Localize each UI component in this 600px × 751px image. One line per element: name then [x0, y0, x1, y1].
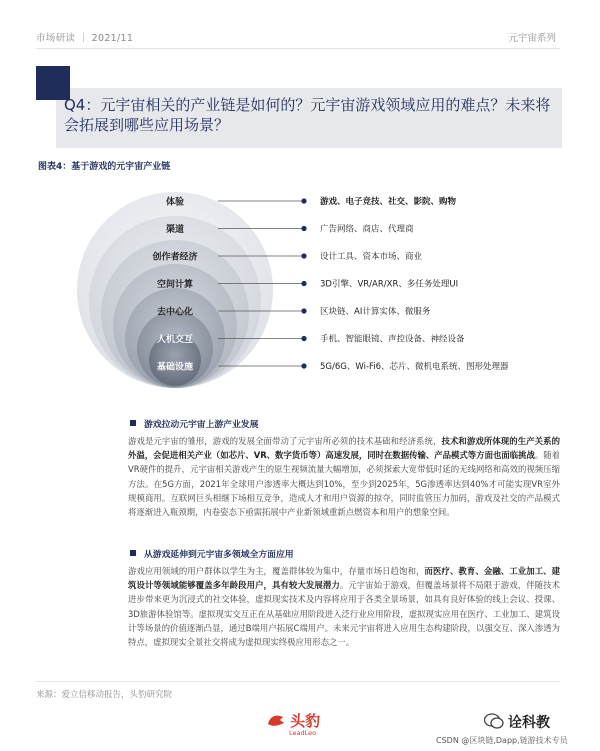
section2-heading: 从游戏延伸到元宇宙多领域全方面应用: [130, 547, 294, 560]
leadleo-logo: [267, 710, 320, 737]
logo-subtitle: LeadLeo: [289, 729, 317, 737]
layer-desc-6: 5G/6G、Wi-Fi6、芯片、微机电系统、图形处理器: [320, 362, 509, 372]
layer-desc-4: 区块链、AI计算实体、微服务: [320, 307, 431, 317]
section2-paragraph: 游戏应用领域的用户群体以学生为主，覆盖群体较为集中，存量市场日趋饱和，而医疗、教育、金融、工业加工、建筑设计等领域能够覆盖多年龄段用户，具有较大发展潜力。元宇宙始于游戏，但覆盖场景将不局限于游戏，伴随技术进步带来更为沉浸式的社交体验，虚拟现实技术及内容将应用于各类全景场景，如具有良好体验的线上会议、授课、3D旅游体验馆等。虚拟现实交互正在从基础应用阶段进入泛行业应用阶段，虚拟现实应用在医疗、工业加工、建筑设计等场景的价值逐渐凸显，通过B端用户拓展C端用户。未来元宇宙将进入应用生态构建阶段，以强交互、深入渗透为特点，虚拟现实全景社交将成为虚拟现实终极应用形态之一。: [128, 566, 561, 648]
footer-divider: [36, 681, 560, 682]
logo-name: 头豹: [290, 712, 321, 730]
layer-label-0: 体验: [165, 197, 185, 208]
header-divider: [36, 48, 560, 49]
layer-dot-3: [301, 281, 306, 286]
watermark-account: 诠科教: [508, 715, 550, 731]
layer-desc-2: 设计工具、资本市场、商业: [320, 252, 423, 262]
layer-label-4: 去中心化: [156, 307, 194, 318]
header-breadcrumb: 市场研读 ｜ 2021/11: [36, 33, 134, 44]
leopard-icon: [267, 712, 285, 728]
question-title: Q4：元宇宙相关的产业链是如何的？元宇宙游戏领域应用的难点？未来将会拓展到哪些应用场景？: [64, 96, 551, 134]
layer-label-6: 基础设施: [156, 362, 194, 373]
layer-label-2: 创作者经济: [152, 252, 198, 263]
layer-dot-6: [301, 363, 306, 368]
section1-paragraph: 游戏是元宇宙的雏形，游戏的发展全面带动了元宇宙所必须的技术基础和经济系统，技术和游戏所体现的生产关系的外溢，会促进相关产业（如芯片、VR、数字货币等）高速发展，同时在数据传输、产品模式等方面也面临挑战。随着VR硬件的提升，元宇宙相关游戏产生的原生视频流量大幅增加，必须探索大宽带低时延的无线网络和高效的视频压缩方法。在5G方面，2021年全球用户渗透率大概达到10%，至少到2025年，5G渗透率达到40%才可能实现VR室外规模商用。互联网巨头相继下场相互竞争，造成人才和用户资源的掠夺，同时监管压力加码，游戏及社交的产品模式将逐渐进入瓶颈期，内卷姿态下亟需拓展中产业新领域重新点燃资本和用户的想象空间。: [128, 436, 561, 518]
section-bullet-icon: [130, 420, 136, 426]
layer-desc-3: 3D引擎、VR/AR/XR、多任务处理UI: [320, 279, 459, 290]
industry-chain-diagram: [40, 172, 560, 394]
layer-label-1: 渠道: [165, 225, 185, 235]
section-bullet-icon: [130, 550, 136, 556]
layer-dot-1: [301, 226, 306, 231]
nested-spheres: [77, 192, 273, 388]
header-series: 元宇宙系列: [508, 33, 556, 44]
watermark-csdn: CSDN @区块链,Dapp,链游技术专员: [436, 736, 568, 745]
layer-dot-5: [301, 336, 306, 341]
layer-desc-1: 广告网络、商店、代理商: [320, 224, 414, 235]
wechat-icon: [484, 712, 504, 730]
layer-label-5: 人机交互: [156, 335, 194, 345]
figure-title: 图表4：基于游戏的元宇宙产业链: [38, 162, 171, 172]
section1-heading: 游戏拉动元宇宙上游产业发展: [130, 417, 258, 430]
layer-desc-5: 手机、智能眼镜、声控设备、神经设备: [320, 334, 465, 345]
layer-label-3: 空间计算: [156, 280, 194, 290]
layer-dot-0: [301, 198, 306, 203]
layer-desc-0: 游戏、电子竞技、社交、影院、购物: [320, 197, 457, 207]
layer-dot-4: [301, 308, 306, 313]
layer-dot-2: [301, 253, 306, 258]
source-note: 来源：爱立信移动报告，头豹研究院: [36, 690, 173, 700]
